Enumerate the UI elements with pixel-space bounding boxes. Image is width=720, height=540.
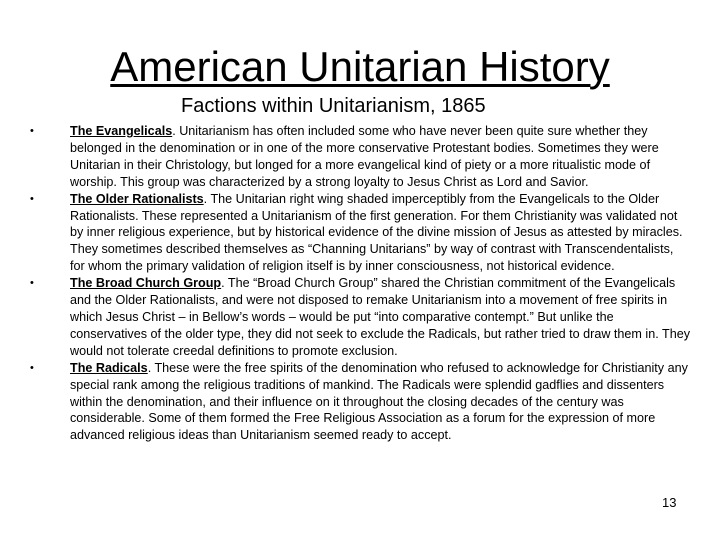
faction-heading: The Broad Church Group: [70, 276, 222, 291]
page-number: 13: [662, 495, 677, 510]
slide-title: American Unitarian History: [110, 43, 610, 90]
faction-list: [30, 123, 690, 444]
faction-item-broad-church-group: [30, 275, 690, 360]
faction-heading: The Older Rationalists: [70, 191, 204, 206]
faction-item-evangelicals: [30, 123, 690, 191]
bullet-icon: •: [30, 125, 34, 137]
slide-subtitle: Factions within Unitarianism, 1865: [181, 95, 486, 117]
faction-description: . Unitarianism has often included some who have never been quite sure whether they belonged in the denomination or in one of the more conservative Protestant bodies. Sometimes they were Unitarian in their Christology, but longed for a more evangelical kind of piety or a more ritualistic mode of worship. This group was characterized by a strong loyalty to Jesus Christ as Lord and Savior.: [70, 124, 659, 189]
faction-description: . These were the free spirits of the denomination who refused to acknowledge for Christianity any special rank among the religious traditions of mankind. The Radicals were splendid gadflies and dissenters within the denomination, and their influence on it throughout the closing decades of the century was considerable. Some of them formed the Free Religious Association as a forum for the expression of more advanced religious ideas than Unitarianism seemed ready to accept.: [70, 360, 688, 443]
faction-item-older-rationalists: [30, 191, 690, 276]
bullet-icon: •: [30, 192, 34, 205]
faction-description: . The “Broad Church Group” shared the Christian commitment of the Evangelicals and the Older Rationalists, and were not disposed to remake Unitarianism into a movement of free spirits in which Jesus Christ – in Bellow’s words – would be put “into comparative contempt.” But unlike the conservatives of the older type, they did not seek to exclude the Radicals, but rather tried to draw them in. They would not tolerate creedal definitions to promote exclusion.: [70, 276, 690, 358]
bullet-icon: •: [30, 277, 34, 290]
faction-item-radicals: [30, 360, 690, 445]
faction-description: . The Unitarian right wing shaded imperceptibly from the Evangelicals to the Older Rationalists. These represented a Unitarianism of the first generation. For them Christianity was validated not by inner religious experience, but by historical evidence of the divine mission of Jesus as attested by miracles. They sometimes described themselves as “Channing Unitarians” by way of contrast with Transcendentalists, for whom the primary validation of religion itself is by inner consciousness, not historical evidence.: [70, 191, 683, 274]
faction-heading: The Evangelicals: [70, 124, 173, 138]
faction-heading: The Radicals: [70, 360, 148, 375]
bullet-icon: •: [30, 361, 34, 374]
